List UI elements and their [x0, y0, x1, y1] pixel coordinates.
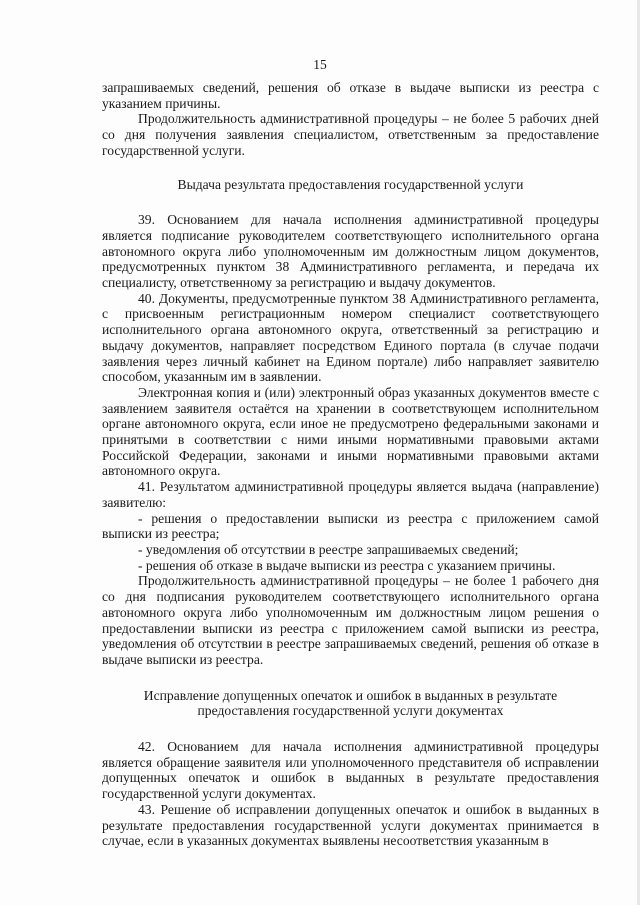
paragraph-42: 42. Основанием для начала исполнения административной процедуры является обращение заявителя или уполномоченного представителя об исправлении допущенных опечаток и ошибок в выданных в результате предоставления государственной услуги документах. [102, 739, 599, 802]
paragraph-39: 39. Основанием для начала исполнения административной процедуры является подписание руководителем соответствующего исполнительного органа автономного округа либо уполномоченным им должностным лицом документов, предусмотренных пунктом 38 Административного регламента, и передача их специалисту, ответственному за регистрацию и выдачу документов. [102, 212, 599, 291]
section-heading-corrections: Исправление допущенных опечаток и ошибок в выданных в результате предоставления государственной услуги документах [143, 687, 558, 719]
paragraph-electronic-copy: Электронная копия и (или) электронный образ указанных документов вместе с заявлением заявителя остаётся на хранении в соответствующем исполнительном органе автономного округа, если иное не предусмотрено федеральными законами и принятыми в соответствии с ними иными нормативными правовыми актами Российской Федерации, законами и иными нормативными правовыми актами автономного округа. [102, 384, 599, 479]
paragraph-41: 41. Результатом административной процедуры является выдача (направление) заявителю: [102, 479, 599, 510]
list-item-absence-notice: - уведомления об отсутствии в реестре запрашиваемых сведений; [138, 541, 519, 557]
paragraph-40: 40. Документы, предусмотренные пунктом 38 Административного регламента, с присвоенным регистрационным номером специалист соответствующего исполнительного органа автономного округа, ответственный за регистрацию и выдачу документов, направляет посредством Единого портала (в случае подачи заявления через личный кабинет на Едином портале) либо направляет заявителю способом, указанным им в заявлении. [102, 290, 599, 385]
paragraph-continuation: запрашиваемых сведений, решения об отказе в выдаче выписки из реестра с указанием причины. [102, 80, 599, 111]
document-body [102, 80, 599, 849]
paragraph-duration-5-days: Продолжительность административной процедуры – не более 5 рабочих дней со дня получения заявления специалистом, ответственным за предоставление государственной услуги. [102, 111, 599, 158]
section-heading-result-issuance: Выдача результата предоставления государственной услуги [177, 176, 524, 192]
paragraph-duration-1-day: Продолжительность административной процедуры – не более 1 рабочего дня со дня подписания руководителем соответствующего исполнительного органа автономного округа либо уполномоченным им должностным лицом решения о предоставлении выписки из реестра с приложением самой выписки из реестра, уведомления об отсутствии в реестре запрашиваемых сведений, решения об отказе в выдаче выписки из реестра. [102, 573, 599, 667]
page-number: 15 [313, 57, 327, 72]
list-item-refusal-decision: - решения об отказе в выдаче выписки из реестра с указанием причины. [138, 557, 556, 573]
paragraph-43: 43. Решение об исправлении допущенных опечаток и ошибок в выданных в результате предоставления государственной услуги документах принимается в случае, если в указанных документах выявлены несоответствия указанным в [102, 801, 599, 849]
list-item-decision-extract: - решения о предоставлении выписки из реестра с приложением самой выписки из реестра; [102, 510, 599, 542]
